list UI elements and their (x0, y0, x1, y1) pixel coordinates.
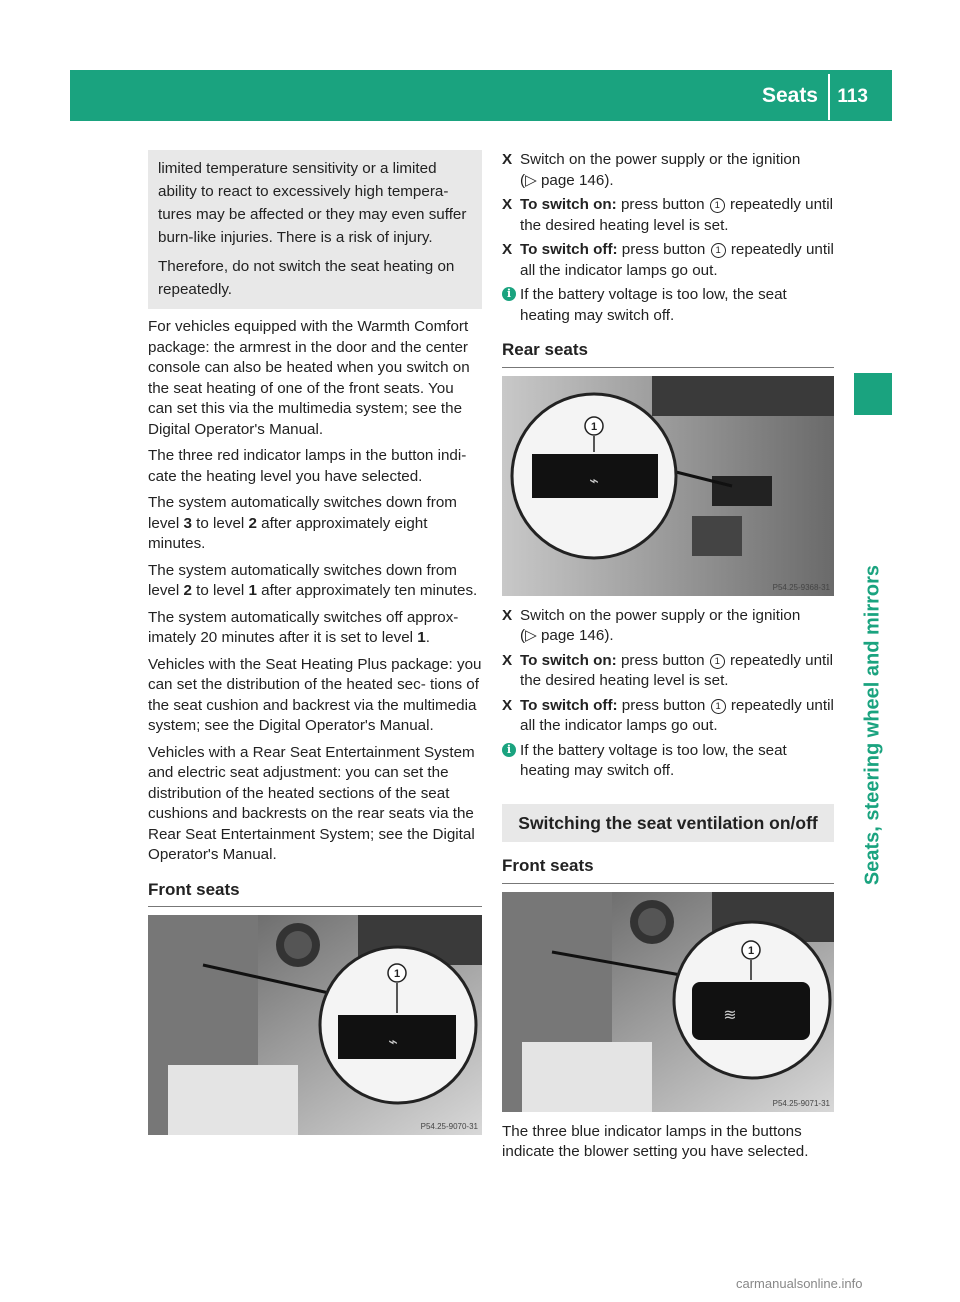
page-ref-link[interactable]: page 146). (536, 627, 614, 644)
page-number: 113 (837, 86, 868, 107)
callout-ref: 1 (711, 243, 726, 258)
vent-caption: The three blue indicator lamps in the buttons indicate the blower setting you have selected. (502, 1122, 809, 1160)
step-marker: X (502, 196, 513, 213)
step-marker: X (502, 606, 513, 624)
auto-off-paragraph-2: The system automatically switches down from level 2 to level 1 after approximately ten minutes. (148, 561, 478, 599)
left-column (148, 150, 482, 1135)
callout-number: 1 (393, 968, 401, 980)
instruction-step: X Switch on the power supply or the ignition (▷ page 146). (502, 606, 801, 644)
auto-off-paragraph-3: The system automatically switches off approx- imately 20 minutes after it is set to level 1. (148, 608, 459, 646)
instruction-step: X To switch on: press button 1 repeatedly until the desired heating level is set. (502, 651, 834, 689)
warning-text-2: Therefore, do not switch the seat heating on repeatedly. (158, 258, 455, 298)
instruction-step: X Switch on the power supply or the ignition (▷ page 146). (502, 151, 801, 189)
instruction-step: X To switch on: press button 1 repeatedly until the desired heating level is set. (502, 196, 834, 234)
step-marker: X (502, 241, 513, 258)
callout-number: 1 (590, 420, 598, 433)
ventilation-section-heading: Switching the seat ventilation on/off (502, 804, 834, 843)
front-seats-heading: Front seats (148, 880, 482, 908)
step-marker: X (502, 696, 513, 714)
instruction-step: X To switch off: press button 1 repeatedly until all the indicator lamps go out. (502, 696, 834, 734)
info-note: i If the battery voltage is too low, the seat heating may switch off. (502, 285, 834, 326)
warning-text: limited temperature sensitivity or a limited ability to react to excessively high tempera- tures may be affected or they may even suffer burn-like injuries. There is a risk of injury. (158, 160, 467, 246)
step-marker: X (502, 651, 513, 669)
callout-ref: 1 (710, 198, 725, 213)
watermark: carmanualsonline.info (736, 1276, 863, 1291)
page-ref-link[interactable]: page 146). (536, 171, 614, 189)
auto-off-paragraph-1: The system automatically switches down from level 3 to level 2 after approximately eight minutes. (148, 494, 457, 552)
image-code: P54.25-9070-31 (420, 1122, 478, 1131)
callout-ref: 1 (710, 654, 725, 669)
body-paragraph: The three red indicator lamps in the button indi- cate the heating level you have selected. (148, 447, 467, 485)
seat-ventilation-photo (502, 892, 834, 1112)
page-header-bar (70, 70, 892, 121)
step-marker: X (502, 151, 513, 168)
rear-seats-heading: Rear seats (502, 340, 834, 368)
right-column (502, 150, 834, 1169)
body-paragraph: Vehicles with the Seat Heating Plus package: you can set the distribution of the heated sec- tions of the seat cushion and backrest via the multimedia system; see the Digital Operator's Manual. (148, 655, 482, 734)
chapter-tab-marker (854, 373, 892, 415)
chapter-tab-label: Seats, steering wheel and mirrors (861, 564, 884, 886)
svg-text:≋: ≋ (723, 1004, 737, 1024)
image-code: P54.25-9368-31 (772, 582, 830, 592)
svg-text:⌁: ⌁ (388, 1032, 398, 1051)
instruction-step: X To switch off: press button 1 repeatedly until all the indicator lamps go out. (502, 241, 834, 279)
callout-number: 1 (747, 944, 755, 957)
callout-ref: 1 (711, 699, 726, 714)
body-paragraph: For vehicles equipped with the Warmth Comfort package: the armrest in the door and the center console can also be heated when you switch on the seat heating of one of the front seats. You can set this via the multimedia system; see the Digital Operator's Manual. (148, 318, 470, 438)
vent-front-seats-heading: Front seats (502, 856, 834, 884)
chapter-tab (854, 425, 892, 1025)
header-separator (828, 74, 830, 120)
info-icon: i (502, 743, 516, 757)
page-ref-arrow: ▷ (525, 171, 537, 189)
body-paragraph: Vehicles with a Rear Seat Entertainment System and electric seat adjustment: you can set the distribution of the heated sections of the seat cushions and backrests on the rear seats via the Rear Seat Entertainment System; see the Digital Operator's Manual. (148, 743, 475, 863)
header-title: Seats (761, 84, 818, 107)
image-code: P54.25-9071-31 (772, 1098, 830, 1108)
info-note: i If the battery voltage is too low, the seat heating may switch off. (502, 741, 834, 782)
svg-text:⌁: ⌁ (589, 470, 599, 490)
front-seat-heating-photo (148, 915, 482, 1135)
page-ref-arrow: ▷ (525, 627, 537, 644)
rear-seat-heating-photo (502, 376, 834, 596)
info-icon: i (502, 287, 516, 301)
warning-box (148, 150, 482, 309)
